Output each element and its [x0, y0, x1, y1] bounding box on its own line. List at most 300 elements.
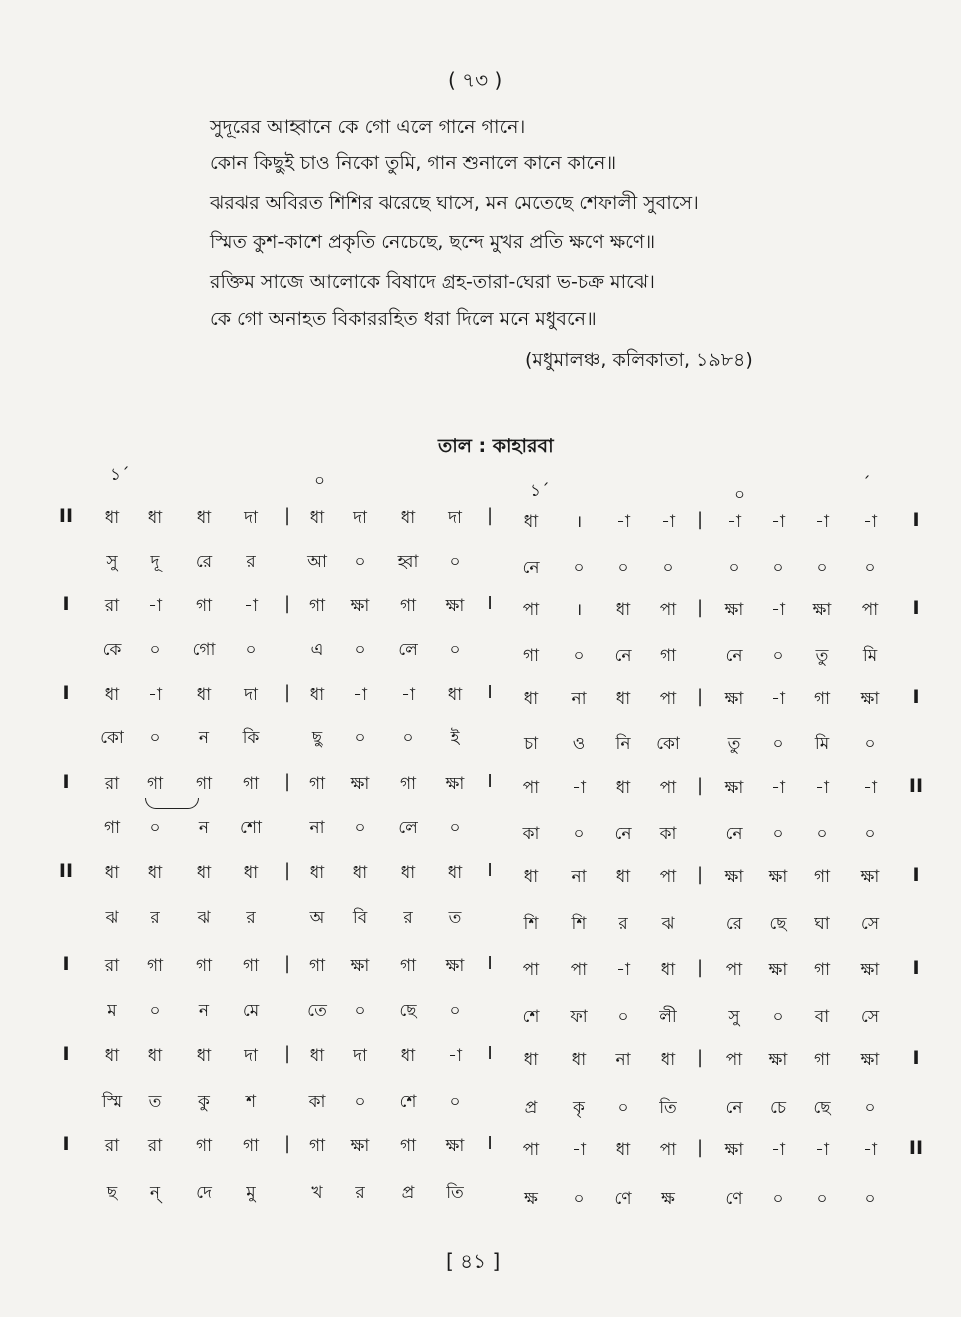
swara-note: ক্ষা	[768, 960, 788, 980]
lyric-syllable: ন	[198, 728, 210, 748]
beat-mark: ´	[862, 474, 871, 494]
lyric-syllable: ০	[816, 824, 828, 844]
swara-note: ধা	[571, 1050, 587, 1070]
lyric-syllable: নে	[725, 824, 743, 844]
lyric-syllable: র	[246, 552, 256, 572]
lyric-syllable: ন্	[149, 1183, 161, 1203]
swara-note: পা	[522, 600, 540, 620]
swara-note: ধা	[447, 685, 463, 705]
meend-arc	[145, 798, 199, 809]
lyric-syllable: নে	[522, 558, 540, 578]
lyric-syllable: নে	[725, 646, 743, 666]
lyric-syllable: ০	[354, 818, 366, 838]
swara-note: ধা	[660, 960, 676, 980]
lyric-syllable: ঝ	[661, 914, 675, 934]
swara-note: গা	[308, 956, 326, 976]
swara-note: না	[571, 689, 587, 709]
bar-line: |	[696, 1047, 704, 1068]
lyric-syllable: ০	[149, 728, 161, 748]
swara-note: ক্ষা	[724, 689, 744, 709]
lyric-syllable: ছে	[399, 1001, 417, 1021]
swara-note: পা	[725, 1050, 743, 1070]
swara-note: ক্ষা	[724, 1140, 744, 1160]
lyric-syllable: সে	[860, 914, 880, 934]
lyric-syllable: সু	[106, 552, 118, 572]
swara-note: গা	[195, 774, 213, 794]
swara-note: রা	[104, 774, 120, 794]
swara-note: রা	[104, 956, 120, 976]
swara-note: ক্ষা	[350, 774, 370, 794]
lyric-syllable: ঝ	[197, 908, 211, 928]
lyric-syllable: ন	[198, 1001, 210, 1021]
swara-note: ধা	[447, 863, 463, 883]
swara-note: ধা	[309, 508, 325, 528]
swara-note: -া	[863, 512, 877, 532]
lyric-syllable: ০	[449, 1092, 461, 1112]
bar-line: |	[486, 505, 494, 526]
section-marker: I	[912, 686, 920, 708]
swara-note: -া	[244, 596, 258, 616]
lyric-syllable: র	[246, 908, 256, 928]
lyric-syllable: তি	[659, 1098, 677, 1118]
section-marker: I	[912, 864, 920, 886]
swara-note: ।	[575, 600, 583, 620]
swara-note: ধা	[523, 1050, 539, 1070]
lyric-syllable: লে	[398, 640, 418, 660]
swara-note: -া	[616, 960, 630, 980]
swara-note: ধা	[615, 867, 631, 887]
swara-note: গা	[399, 1136, 417, 1156]
swara-note: রা	[104, 596, 120, 616]
bar-line: |	[696, 509, 704, 530]
swara-note: ধা	[352, 863, 368, 883]
poem-line: সুদূরের আহ্বানে কে গো এলে গানে গানে।	[210, 116, 526, 138]
lyric-syllable: কা	[522, 824, 540, 844]
lyric-syllable: তি	[446, 1183, 464, 1203]
swara-note: ক্ষা	[724, 778, 744, 798]
swara-note: গা	[813, 867, 831, 887]
swara-note: -া	[815, 1140, 829, 1160]
lyric-syllable: দে	[196, 1183, 212, 1203]
swara-note: -া	[572, 1140, 586, 1160]
lyric-syllable: মে	[242, 1001, 260, 1021]
lyric-syllable: ০	[816, 1189, 828, 1209]
lyric-syllable: র	[355, 1183, 365, 1203]
lyric-syllable: না	[309, 818, 325, 838]
bar-line: |	[696, 775, 704, 796]
swara-note: ধা	[400, 1046, 416, 1066]
swara-note: ধা	[196, 508, 212, 528]
section-marker: I	[62, 1133, 70, 1155]
lyric-syllable: নে	[614, 646, 632, 666]
bar-line: |	[696, 957, 704, 978]
lyric-syllable: কি	[242, 728, 260, 748]
lyric-syllable: ০	[149, 640, 161, 660]
beat-mark: ১´	[530, 481, 550, 501]
lyric-syllable: সু	[728, 1007, 740, 1027]
swara-note: ক্ষা	[860, 867, 880, 887]
swara-note: ক্ষা	[724, 600, 744, 620]
swara-note: -া	[353, 685, 367, 705]
swara-note: ধা	[615, 600, 631, 620]
lyric-syllable: কো	[100, 728, 124, 748]
lyric-syllable: কা	[308, 1092, 326, 1112]
lyric-syllable: র	[618, 914, 628, 934]
lyric-syllable: হ্বা	[397, 552, 419, 572]
bar-line: I	[487, 1043, 493, 1064]
section-marker: II	[58, 505, 74, 527]
poem-line: স্মিত কুশ-কাশে প্রকৃতি নেচেছে, ছন্দে মুখর প্রতি ক্ষণে ক্ষণে॥	[210, 231, 656, 253]
swara-note: পা	[570, 960, 588, 980]
bar-line: |	[283, 1043, 291, 1064]
lyric-syllable: ছ	[106, 1183, 118, 1203]
lyric-syllable: ০	[573, 824, 585, 844]
swara-note: ধা	[400, 863, 416, 883]
swara-note: -া	[771, 778, 785, 798]
lyric-syllable: নে	[614, 824, 632, 844]
lyric-syllable: ঘা	[814, 914, 830, 934]
lyric-syllable: প্র	[401, 1183, 415, 1203]
swara-note: -া	[148, 596, 162, 616]
lyric-syllable: ০	[864, 558, 876, 578]
lyric-syllable: র	[150, 908, 160, 928]
lyric-syllable: গো	[192, 640, 216, 660]
lyric-syllable: ০	[772, 646, 784, 666]
lyric-syllable: মি	[862, 646, 878, 666]
lyric-syllable: ০	[245, 640, 257, 660]
lyric-syllable: ০	[449, 552, 461, 572]
lyric-syllable: স্মি	[101, 1092, 123, 1112]
lyric-syllable: রে	[195, 552, 213, 572]
lyric-syllable: লে	[398, 818, 418, 838]
swara-note: ধা	[523, 867, 539, 887]
lyric-syllable: ছে	[769, 914, 787, 934]
swara-note: ।	[575, 512, 583, 532]
lyric-syllable: র	[403, 908, 413, 928]
swara-note: পা	[659, 689, 677, 709]
lyric-syllable: তু	[727, 734, 741, 754]
swara-note: -া	[863, 1140, 877, 1160]
lyric-syllable: ০	[354, 1001, 366, 1021]
lyric-syllable: ঝ	[105, 908, 119, 928]
lyric-syllable: ০	[864, 824, 876, 844]
lyric-syllable: গা	[522, 646, 540, 666]
lyric-syllable: ০	[449, 640, 461, 660]
lyric-syllable: ছে	[813, 1098, 831, 1118]
swara-note: ধা	[615, 778, 631, 798]
lyric-syllable: ০	[772, 1189, 784, 1209]
lyric-syllable: চা	[523, 734, 539, 754]
lyric-syllable: চে	[769, 1098, 787, 1118]
swara-note: ধা	[196, 863, 212, 883]
swara-note: গা	[813, 689, 831, 709]
lyric-syllable: মি	[814, 734, 830, 754]
swara-note: ক্ষা	[445, 596, 465, 616]
bar-line: |	[696, 686, 704, 707]
lyric-syllable: ০	[573, 646, 585, 666]
swara-note: ক্ষা	[350, 956, 370, 976]
lyric-syllable: ০	[816, 558, 828, 578]
swara-note: পা	[522, 960, 540, 980]
swara-note: -া	[401, 685, 415, 705]
lyric-syllable: শি	[523, 914, 539, 934]
lyric-syllable: তে	[307, 1001, 327, 1021]
swara-note: গা	[146, 956, 164, 976]
lyric-syllable: ০	[772, 734, 784, 754]
source-citation: (মধুমালঞ্চ, কলিকাতা, ১৯৮৪)	[525, 349, 753, 371]
swara-note: ধা	[615, 1140, 631, 1160]
lyric-syllable: কা	[659, 824, 677, 844]
swara-note: দা	[448, 508, 462, 528]
bar-line: |	[283, 953, 291, 974]
lyric-syllable: খ	[311, 1183, 323, 1203]
swara-note: গা	[195, 1136, 213, 1156]
lyric-syllable: ণে	[725, 1189, 743, 1209]
section-marker: I	[62, 593, 70, 615]
lyric-syllable: ০	[354, 1092, 366, 1112]
lyric-syllable: প্র	[524, 1098, 538, 1118]
beat-mark: ১´	[110, 465, 130, 485]
taal-title: তাল : কাহারবা	[438, 435, 554, 457]
lyric-syllable: দূ	[150, 552, 160, 572]
lyric-syllable: ০	[772, 1007, 784, 1027]
lyric-syllable: ০	[772, 558, 784, 578]
lyric-syllable: বি	[352, 908, 368, 928]
bar-line: I	[487, 771, 493, 792]
swara-note: -া	[572, 778, 586, 798]
lyric-syllable: ০	[402, 728, 414, 748]
lyric-syllable: কু	[198, 1092, 210, 1112]
section-marker: I	[62, 682, 70, 704]
swara-note: রা	[147, 1136, 163, 1156]
swara-note: -া	[771, 600, 785, 620]
lyric-syllable: শ	[245, 1092, 257, 1112]
swara-note: পা	[861, 600, 879, 620]
lyric-syllable: কে	[102, 640, 122, 660]
bar-line: |	[283, 771, 291, 792]
lyric-syllable: ই	[450, 728, 460, 748]
swara-note: গা	[242, 956, 260, 976]
swara-note: গা	[399, 774, 417, 794]
bar-line: |	[283, 860, 291, 881]
swara-note: ধা	[147, 863, 163, 883]
lyric-syllable: ০	[662, 558, 674, 578]
swara-note: ক্ষা	[350, 596, 370, 616]
lyric-syllable: ০	[864, 1189, 876, 1209]
swara-note: ক্ষা	[724, 867, 744, 887]
bar-line: I	[487, 860, 493, 881]
lyric-syllable: ০	[149, 818, 161, 838]
bar-line: |	[696, 597, 704, 618]
lyric-syllable: গা	[103, 818, 121, 838]
swara-note: ধা	[309, 863, 325, 883]
swara-note: -া	[771, 1140, 785, 1160]
swara-note: রা	[104, 1136, 120, 1156]
swara-note: দা	[244, 1046, 258, 1066]
beat-mark: ০	[734, 485, 746, 505]
lyric-syllable: ০	[354, 552, 366, 572]
lyric-syllable: নে	[725, 1098, 743, 1118]
swara-note: ক্ষা	[768, 1050, 788, 1070]
section-marker: II	[908, 775, 924, 797]
lyric-syllable: ক্ষ	[524, 1189, 538, 1209]
lyric-syllable: আ	[307, 552, 327, 572]
lyric-syllable: বা	[814, 1007, 830, 1027]
swara-note: ক্ষা	[768, 867, 788, 887]
swara-note: দা	[244, 508, 258, 528]
swara-note: না	[615, 1050, 631, 1070]
lyric-syllable: ণে	[614, 1189, 632, 1209]
bar-line: I	[487, 1133, 493, 1154]
lyric-syllable: ০	[617, 1098, 629, 1118]
section-marker: I	[62, 1043, 70, 1065]
lyric-syllable: কৃ	[573, 1098, 585, 1118]
swara-note: ধা	[147, 508, 163, 528]
lyric-syllable: শো	[240, 818, 262, 838]
swara-note: -া	[815, 512, 829, 532]
swara-note: গা	[195, 596, 213, 616]
lyric-syllable: শে	[522, 1007, 540, 1027]
swara-note: ক্ষা	[860, 960, 880, 980]
swara-note: গা	[308, 596, 326, 616]
swara-note: দা	[353, 1046, 367, 1066]
poem-line: কোন কিছুই চাও নিকো তুমি, গান শুনালে কানে কানে॥	[210, 152, 617, 174]
swara-note: -া	[863, 778, 877, 798]
lyric-syllable: ০	[728, 558, 740, 578]
swara-note: ধা	[400, 508, 416, 528]
swara-note: -া	[148, 685, 162, 705]
lyric-syllable: ম	[107, 1001, 117, 1021]
poem-line: ঝরঝর অবিরত শিশির ঝরেছে ঘাসে, মন মেতেছে শেফালী সুবাসে।	[210, 192, 699, 214]
lyric-syllable: তু	[815, 646, 829, 666]
swara-note: দা	[353, 508, 367, 528]
swara-note: ক্ষা	[445, 956, 465, 976]
lyric-syllable: রে	[725, 914, 743, 934]
swara-note: পা	[659, 1140, 677, 1160]
page-top-number: ( ৭৩ )	[448, 68, 503, 92]
swara-note: গা	[813, 1050, 831, 1070]
lyric-syllable: নি	[615, 734, 631, 754]
swara-note: গা	[399, 956, 417, 976]
lyric-syllable: ০	[149, 1001, 161, 1021]
lyric-syllable: শি	[571, 914, 587, 934]
section-marker: II	[908, 1137, 924, 1159]
lyric-syllable: ০	[617, 558, 629, 578]
swara-note: ধা	[523, 512, 539, 532]
swara-note: গা	[195, 956, 213, 976]
swara-note: ধা	[196, 685, 212, 705]
lyric-syllable: ০	[772, 824, 784, 844]
swara-note: পা	[659, 600, 677, 620]
bar-line: |	[283, 505, 291, 526]
lyric-syllable: ০	[354, 728, 366, 748]
swara-note: দা	[244, 685, 258, 705]
bar-line: I	[487, 953, 493, 974]
swara-note: -া	[771, 689, 785, 709]
bar-line: |	[283, 682, 291, 703]
lyric-syllable: ছু	[311, 728, 323, 748]
section-marker: I	[912, 509, 920, 531]
bar-line: |	[283, 593, 291, 614]
swara-note: ধা	[104, 863, 120, 883]
lyric-syllable: ০	[354, 640, 366, 660]
swara-note: ধা	[523, 689, 539, 709]
swara-note: -া	[815, 778, 829, 798]
section-marker: I	[62, 953, 70, 975]
swara-note: -া	[771, 512, 785, 532]
swara-note: না	[571, 867, 587, 887]
swara-note: ক্ষা	[860, 689, 880, 709]
section-marker: I	[912, 597, 920, 619]
section-marker: I	[912, 1047, 920, 1069]
lyric-syllable: অ	[309, 908, 325, 928]
section-marker: I	[62, 771, 70, 793]
lyric-syllable: ক্ষ	[661, 1189, 675, 1209]
swara-note: ক্ষা	[445, 1136, 465, 1156]
swara-note: -া	[661, 512, 675, 532]
lyric-syllable: ন	[198, 818, 210, 838]
lyric-syllable: ০	[617, 1007, 629, 1027]
swara-note: ধা	[104, 508, 120, 528]
swara-note: পা	[725, 960, 743, 980]
swara-note: গা	[308, 774, 326, 794]
swara-note: ক্ষা	[445, 774, 465, 794]
swara-note: -া	[616, 512, 630, 532]
swara-note: গা	[242, 774, 260, 794]
lyric-syllable: ত	[448, 908, 462, 928]
swara-note: -া	[448, 1046, 462, 1066]
swara-note: ধা	[243, 863, 259, 883]
swara-note: গা	[308, 1136, 326, 1156]
lyric-syllable: কো	[656, 734, 680, 754]
swara-note: ক্ষা	[860, 1050, 880, 1070]
page-bottom-number: [ ৪১ ]	[446, 1249, 501, 1273]
lyric-syllable: ফা	[570, 1007, 588, 1027]
lyric-syllable: গা	[659, 646, 677, 666]
swara-note: ধা	[104, 1046, 120, 1066]
lyric-syllable: লী	[659, 1007, 677, 1027]
swara-note: ধা	[309, 685, 325, 705]
lyric-syllable: এ	[310, 640, 324, 660]
lyric-syllable: সে	[860, 1007, 880, 1027]
section-marker: I	[912, 957, 920, 979]
swara-note: গা	[813, 960, 831, 980]
swara-note: গা	[399, 596, 417, 616]
poem-line: রক্তিম সাজে আলোকে বিষাদে গ্রহ-তারা-ঘেরা ভ-চক্র মাঝে।	[210, 271, 655, 293]
swara-note: ধা	[615, 689, 631, 709]
swara-note: ধা	[147, 1046, 163, 1066]
bar-line: I	[487, 593, 493, 614]
poem-line: কে গো অনাহত বিকাররহিত ধরা দিলে মনে মধুবনে॥	[210, 308, 597, 330]
lyric-syllable: ০	[449, 1001, 461, 1021]
bar-line: |	[696, 1137, 704, 1158]
swara-note: পা	[659, 867, 677, 887]
swara-note: ক্ষা	[350, 1136, 370, 1156]
swara-note: ক্ষা	[812, 600, 832, 620]
lyric-syllable: ০	[864, 1098, 876, 1118]
swara-note: পা	[522, 778, 540, 798]
lyric-syllable: শে	[399, 1092, 417, 1112]
swara-note: -া	[727, 512, 741, 532]
lyric-syllable: ০	[573, 558, 585, 578]
swara-note: গা	[146, 774, 164, 794]
swara-note: ধা	[196, 1046, 212, 1066]
swara-note: পা	[522, 1140, 540, 1160]
lyric-syllable: মু	[246, 1183, 256, 1203]
lyric-syllable: ০	[864, 734, 876, 754]
swara-note: ধা	[104, 685, 120, 705]
lyric-syllable: ০	[573, 1189, 585, 1209]
